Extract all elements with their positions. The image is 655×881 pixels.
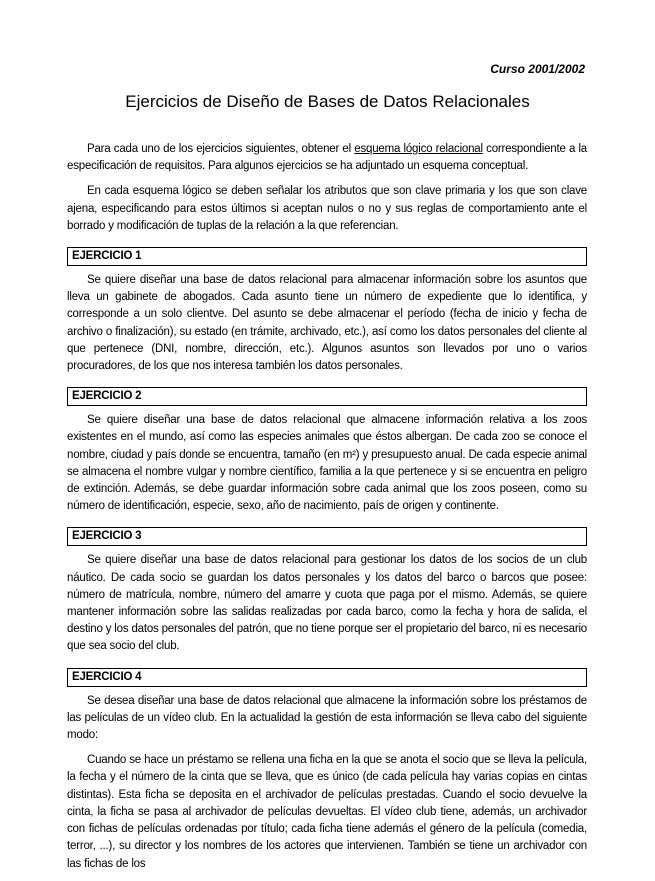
intro-paragraph-1: Para cada uno de los ejercicios siguientes, obtener el esquema lógico relacional correspondiente a la especificación de requisitos. Para algunos ejercicios se ha adjuntado un esquema conceptual.	[67, 143, 587, 173]
underlined-term: esquema lógico relacional	[354, 143, 483, 155]
exercise-2-paragraph: Se quiere diseñar una base de datos relacional que almacene información relativa a los zoos existentes en el mundo, así como las especies animales que éstos albergan. De cada zoo se conoce el nombre, ciudad y país donde se encuentra, tamaño (en m²) y presupuesto anual. De cada especie animal se almacena el nombre vulgar y nombre científico, familia a la que pertenece y si se encuentra en peligro de extinción. Además, se debe guardar información sobre cada animal que los zoos poseen, como su número de identificación, especie, sexo, año de nacimiento, país de origen y continente.	[67, 414, 587, 513]
course-label: Curso 2001/2002	[490, 62, 585, 76]
document-title: Ejercicios de Diseño de Bases de Datos Relacionales	[125, 92, 530, 111]
intro-paragraph-2: En cada esquema lógico se deben señalar los atributos que son clave primaria y los que son clave ajena, especificando para estos últimos si aceptan nulos o no y sus reglas de comportamiento ante el borrado y modificación de tuplas de la relación a la que referencian.	[67, 185, 587, 232]
exercise-3-heading: EJERCICIO 3	[67, 527, 587, 546]
exercise-1-paragraph: Se quiere diseñar una base de datos relacional para almacenar información sobre los asuntos que lleva un gabinete de abogados. Cada asunto tiene un número de expediente que lo identifica, y corresponde a un solo clientve. Del asunto se debe almacenar el período (fecha de inicio y fecha de archivo o finalización), su estado (en trámite, archivado, etc.), así como los datos personales del cliente al que pertenece (DNI, nombre, dirección, etc.). Algunos asuntos son llevados por uno o varios procuradores, de los que nos interesa también los datos personales.	[67, 274, 587, 373]
exercise-2-heading: EJERCICIO 2	[67, 387, 587, 406]
exercise-1-heading: EJERCICIO 1	[67, 247, 587, 266]
exercise-4-paragraph-1: Se desea diseñar una base de datos relacional que almacene la información sobre los préstamos de las películas de un vídeo club. En la actualidad la gestión de esta información se lleva cabo del siguiente modo:	[67, 694, 587, 742]
exercise-3-paragraph: Se quiere diseñar una base de datos relacional para gestionar los datos de los socios de un club náutico. De cada socio se guardan los datos personales y los datos del barco o barcos que posee: número de matrícula, nombre, número del amarre y cuota que paga por el mismo. Además, se quiere mantener información sobre las salidas realizadas por cada barco, como la fecha y hora de salida, el destino y los datos personales del patrón, que no tiene porque ser el propietario del barco, ni es necesario que sea socio del club.	[67, 554, 587, 653]
document-body	[67, 141, 587, 881]
exercise-4-heading: EJERCICIO 4	[67, 668, 587, 687]
exercise-4-paragraph-2: Cuando se hace un préstamo se rellena una ficha en la que se anota el socio que se lleva la película, la fecha y el número de la cinta que se lleva, que es único (de cada película hay varias copias en cintas distintas). Esta ficha se deposita en el archivador de películas prestadas. Cuando el socio devuelve la cinta, la ficha se pasa al archivador de películas devueltas. El vídeo club tiene, además, un archivador con fichas de películas ordenadas por título; cada ficha tiene además el género de la película (comedia, terror, ...), su director y los nombres de los actores que intervienen. También se tiene un archivador con las fichas de los	[67, 754, 587, 870]
